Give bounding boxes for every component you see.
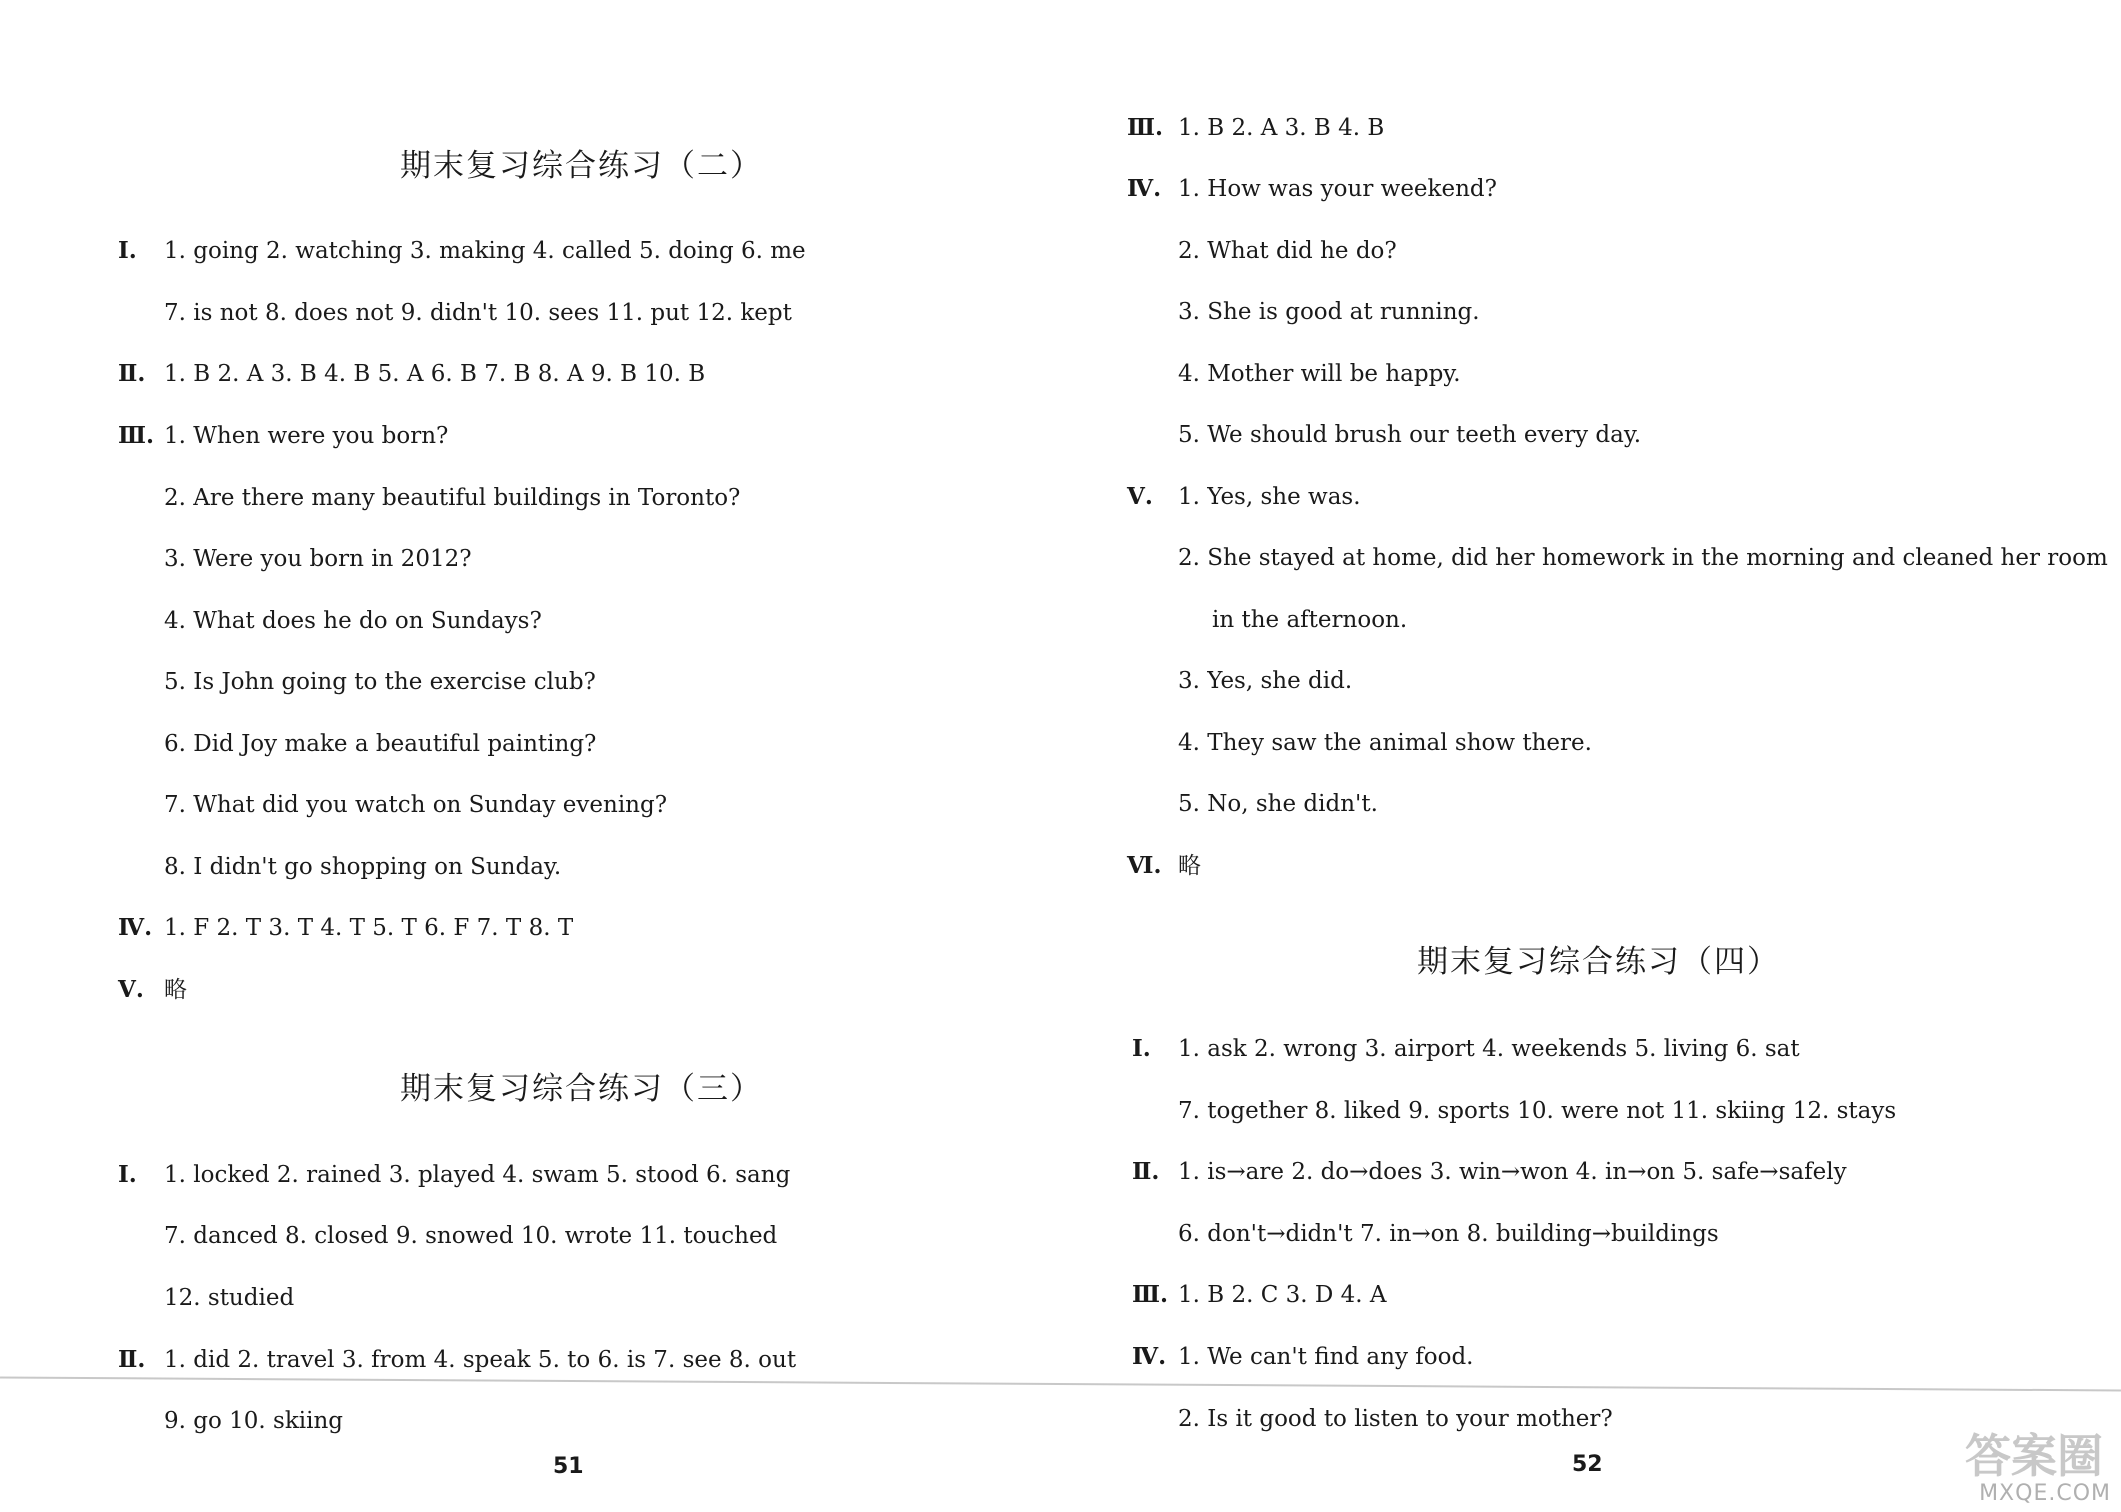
s3-q4-line-4: 4. Mother will be happy. xyxy=(1178,361,1461,387)
s3-q5-mark: Ⅴ. xyxy=(1127,483,1153,510)
s3-q5-line-4: 4. They saw the animal show there. xyxy=(1178,730,1592,756)
s3-q5-line-2: 2. She stayed at home, did her homework in the morning and cleaned her room xyxy=(1178,545,2108,571)
s3-q2-mark: Ⅱ. xyxy=(118,1346,146,1373)
s3-q3-line-1: 1. B 2. A 3. B 4. B xyxy=(1178,115,1385,141)
s3-q5-line-3: 3. Yes, she did. xyxy=(1178,668,1353,694)
s2-q1-line-2: 7. is not 8. does not 9. didn't 10. sees 11. put 12. kept xyxy=(164,300,792,326)
s3-q3-mark: Ⅲ. xyxy=(1127,114,1164,141)
s2-q2-mark: Ⅱ. xyxy=(118,360,146,387)
s3-q5-line-5: 5. No, she didn't. xyxy=(1178,791,1378,817)
s4-q4-mark: Ⅳ. xyxy=(1132,1343,1167,1370)
s4-q2-mark: Ⅱ. xyxy=(1132,1158,1160,1185)
s3-q2-line-2: 9. go 10. skiing xyxy=(164,1408,344,1434)
s3-q4-line-3: 3. She is good at running. xyxy=(1178,299,1480,325)
s3-q5-line-1: 1. Yes, she was. xyxy=(1178,484,1361,510)
s4-q1-line-1: 1. ask 2. wrong 3. airport 4. weekends 5. living 6. sat xyxy=(1178,1036,1800,1062)
s2-q1-mark: Ⅰ. xyxy=(118,237,137,264)
s2-q3-line-8: 8. I didn't go shopping on Sunday. xyxy=(164,854,562,880)
s2-q3-line-5: 5. Is John going to the exercise club? xyxy=(164,669,596,695)
s4-q1-line-2: 7. together 8. liked 9. sports 10. were not 11. skiing 12. stays xyxy=(1178,1098,1897,1124)
right-page xyxy=(1060,0,2121,1512)
s4-q3-mark: Ⅲ. xyxy=(1132,1281,1169,1308)
s2-q3-line-2: 2. Are there many beautiful buildings in Toronto? xyxy=(164,485,741,511)
s2-q3-line-3: 3. Were you born in 2012? xyxy=(164,546,472,572)
section-2-title: 期末复习综合练习（二） xyxy=(400,148,763,184)
s3-q2-line-1: 1. did 2. travel 3. from 4. speak 5. to 6. is 7. see 8. out xyxy=(164,1347,797,1373)
watermark-logo: 答案圈 xyxy=(1965,1429,2103,1483)
s3-q1-line-1: 1. locked 2. rained 3. played 4. swam 5. stood 6. sang xyxy=(164,1162,791,1188)
s2-q2-line-1: 1. B 2. A 3. B 4. B 5. A 6. B 7. B 8. A 9. B 10. B xyxy=(164,361,706,387)
s4-q3-line-1: 1. B 2. C 3. D 4. A xyxy=(1178,1282,1387,1308)
s2-q4-line-1: 1. F 2. T 3. T 4. T 5. T 6. F 7. T 8. T xyxy=(164,915,574,941)
watermark-text: MXQE.COM xyxy=(1979,1481,2111,1506)
s4-q1-mark: Ⅰ. xyxy=(1132,1035,1151,1062)
s2-q5-line-1: 略 xyxy=(164,977,187,1003)
section-4-title: 期末复习综合练习（四） xyxy=(1417,944,1780,980)
s3-q4-line-5: 5. We should brush our teeth every day. xyxy=(1178,422,1642,448)
s3-q1-line-2: 7. danced 8. closed 9. snowed 10. wrote 11. touched xyxy=(164,1223,778,1249)
page-number-left: 51 xyxy=(553,1454,584,1479)
s3-q1-mark: Ⅰ. xyxy=(118,1161,137,1188)
left-page xyxy=(0,0,1060,1512)
s2-q4-mark: Ⅳ. xyxy=(118,914,153,941)
s2-q3-line-1: 1. When were you born? xyxy=(164,423,449,449)
s3-q5-line-2-cont: in the afternoon. xyxy=(1212,607,1408,633)
s2-q5-mark: Ⅴ. xyxy=(118,976,144,1003)
s4-q4-line-2: 2. Is it good to listen to your mother? xyxy=(1178,1406,1613,1432)
s3-q4-line-2: 2. What did he do? xyxy=(1178,238,1397,264)
s3-q6-mark: Ⅵ. xyxy=(1127,852,1162,879)
s4-q2-line-2: 6. don't→didn't 7. in→on 8. building→buildings xyxy=(1178,1221,1719,1247)
s2-q3-line-7: 7. What did you watch on Sunday evening? xyxy=(164,792,668,818)
s3-q1-line-3: 12. studied xyxy=(164,1285,295,1311)
s3-q6-line-1: 略 xyxy=(1178,853,1201,879)
s4-q4-line-1: 1. We can't find any food. xyxy=(1178,1344,1474,1370)
s2-q3-mark: Ⅲ. xyxy=(118,422,155,449)
s3-q4-line-1: 1. How was your weekend? xyxy=(1178,176,1497,202)
watermark xyxy=(1921,1416,2111,1506)
page-number-right: 52 xyxy=(1572,1452,1603,1477)
s2-q1-line-1: 1. going 2. watching 3. making 4. called 5. doing 6. me xyxy=(164,238,806,264)
s4-q2-line-1: 1. is→are 2. do→does 3. win→won 4. in→on 5. safe→safely xyxy=(1178,1159,1847,1185)
section-3-title: 期末复习综合练习（三） xyxy=(400,1071,763,1107)
s3-q4-mark: Ⅳ. xyxy=(1127,175,1162,202)
s2-q3-line-4: 4. What does he do on Sundays? xyxy=(164,608,542,634)
s2-q3-line-6: 6. Did Joy make a beautiful painting? xyxy=(164,731,597,757)
